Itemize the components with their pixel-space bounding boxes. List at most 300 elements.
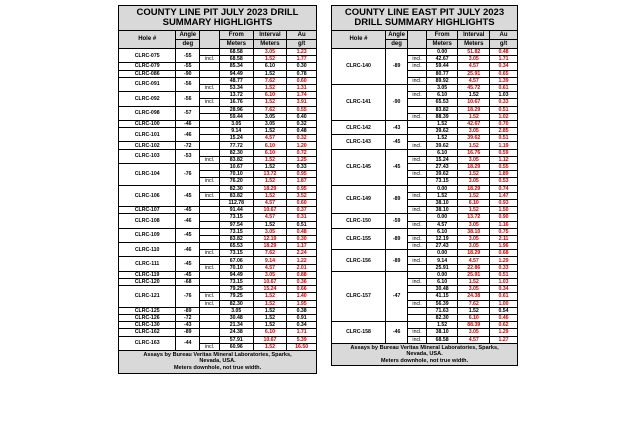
interval-meters: 3.05 [458, 286, 490, 293]
interval-meters: 1.52 [253, 300, 287, 307]
from-meters: 15.24 [219, 135, 253, 142]
from-meters: 48.77 [219, 77, 253, 84]
footer-line-3: Meters downhole, not true width. [173, 365, 262, 372]
hole-id: CLRC-121 [119, 286, 176, 308]
au-grade: 1.95 [287, 300, 317, 307]
interval-meters: 1.52 [458, 171, 490, 178]
drill-table-right [331, 5, 518, 366]
table-row [119, 257, 317, 264]
incl-label [200, 49, 220, 56]
header-gt: g/t [490, 40, 518, 49]
au-grade: 16.50 [287, 343, 317, 350]
header-incl-blank [408, 31, 427, 49]
hole-angle: -46 [176, 243, 200, 257]
from-meters: 6.10 [426, 279, 458, 286]
incl-label: incl. [408, 63, 427, 70]
incl-label [200, 314, 220, 321]
interval-meters: 1.52 [253, 156, 287, 163]
title-row [119, 6, 317, 31]
hole-id: CLRC-091 [119, 77, 176, 91]
au-grade: 1.31 [287, 84, 317, 91]
interval-meters: 1.52 [253, 322, 287, 329]
hole-id: CLRC-158 [332, 322, 386, 344]
au-grade: 0.68 [490, 250, 518, 257]
header-meters-interval: Meters [253, 40, 287, 49]
from-meters: 30.48 [426, 286, 458, 293]
incl-label: incl. [200, 293, 220, 300]
au-grade: 1.23 [287, 49, 317, 56]
incl-label: incl. [408, 300, 427, 307]
table-row [119, 322, 317, 329]
incl-label [408, 214, 427, 221]
hole-angle: -76 [176, 286, 200, 308]
au-grade: 1.77 [287, 56, 317, 63]
hole-angle: -45 [385, 135, 407, 149]
interval-meters: 10.67 [253, 279, 287, 286]
au-grade: 1.12 [490, 156, 518, 163]
interval-meters: 4.57 [253, 214, 287, 221]
interval-meters: 3.05 [458, 221, 490, 228]
au-grade: 0.53 [490, 178, 518, 185]
interval-meters: 45.72 [458, 84, 490, 91]
from-meters: 16.76 [219, 99, 253, 106]
table-row [332, 84, 518, 91]
interval-meters: 18.29 [458, 250, 490, 257]
header-angle: Angle [385, 31, 407, 40]
interval-meters: 1.52 [458, 207, 490, 214]
incl-label: incl. [408, 329, 427, 336]
from-meters: 25.91 [426, 264, 458, 271]
from-meters: 94.49 [219, 271, 253, 278]
au-grade: 0.60 [287, 199, 317, 206]
hole-angle: -89 [176, 307, 200, 314]
au-grade: 1.29 [490, 257, 518, 264]
header-hole: Hole # [119, 31, 176, 49]
hole-id: CLRC-156 [332, 250, 386, 272]
from-meters: 88.39 [426, 113, 458, 120]
county-line-pit-table [118, 5, 317, 374]
hole-id: CLRC-126 [119, 314, 176, 321]
incl-label [408, 185, 427, 192]
interval-meters: 13.72 [253, 171, 287, 178]
hole-id: CLRC-102 [119, 142, 176, 149]
from-meters: 3.05 [219, 307, 253, 314]
table-row [332, 120, 518, 127]
table-row [119, 106, 317, 113]
au-grade: 0.70 [490, 120, 518, 127]
incl-label: incl. [200, 156, 220, 163]
hole-angle: -45 [176, 271, 200, 278]
table-row [332, 135, 518, 142]
from-meters: 68.58 [219, 49, 253, 56]
table-row [332, 322, 518, 329]
from-meters: 60.96 [219, 343, 253, 350]
table-row [332, 250, 518, 257]
incl-label: incl. [408, 77, 427, 84]
au-grade: 2.24 [287, 250, 317, 257]
interval-meters: 1.52 [458, 113, 490, 120]
au-grade: 1.17 [287, 243, 317, 250]
interval-meters: 3.05 [253, 120, 287, 127]
incl-label [200, 92, 220, 99]
au-grade: 0.95 [287, 185, 317, 192]
interval-meters: 4.57 [253, 199, 287, 206]
incl-label [200, 286, 220, 293]
incl-label [200, 63, 220, 70]
hole-angle: -46 [176, 214, 200, 228]
incl-label [200, 142, 220, 149]
hole-id: CLRC-110 [119, 243, 176, 257]
table-title [119, 6, 317, 31]
table-row [119, 243, 317, 250]
au-grade: 0.51 [490, 106, 518, 113]
hole-angle: -56 [176, 77, 200, 91]
incl-label: incl. [200, 264, 220, 271]
incl-label: incl. [200, 300, 220, 307]
from-meters: 38.10 [426, 329, 458, 336]
incl-label [408, 99, 427, 106]
from-meters: 27.43 [426, 164, 458, 171]
incl-label [200, 235, 220, 242]
header-incl-blank [200, 31, 220, 49]
incl-label [200, 70, 220, 77]
hole-angle: -89 [385, 49, 407, 85]
incl-label [408, 120, 427, 127]
from-meters: 1.52 [426, 135, 458, 142]
au-grade: 0.91 [287, 314, 317, 321]
from-meters: 83.82 [219, 235, 253, 242]
table-row [119, 70, 317, 77]
incl-label [200, 257, 220, 264]
interval-meters: 3.05 [458, 235, 490, 242]
hole-id: CLRC-163 [119, 336, 176, 350]
au-grade: 1.00 [490, 300, 518, 307]
footer-row [119, 350, 317, 373]
au-grade: 0.51 [490, 135, 518, 142]
incl-label [200, 171, 220, 178]
header-interval: Interval [458, 31, 490, 40]
incl-label [200, 279, 220, 286]
au-grade: 5.39 [287, 336, 317, 343]
hole-angle: -89 [385, 228, 407, 250]
header-deg: deg [176, 40, 200, 49]
incl-label [408, 250, 427, 257]
au-grade: 0.31 [287, 214, 317, 221]
from-meters: 65.53 [219, 243, 253, 250]
from-meters: 83.82 [219, 192, 253, 199]
footer-line-1: Assays by Bureau Veritas Mineral Laboratories, Sparks, [350, 344, 499, 351]
au-grade: 0.37 [287, 207, 317, 214]
hole-id: CLRC-100 [119, 120, 176, 127]
from-meters: 0.00 [426, 49, 458, 56]
interval-meters: 3.05 [458, 56, 490, 63]
incl-label [200, 164, 220, 171]
au-grade: 1.47 [490, 192, 518, 199]
incl-label [408, 135, 427, 142]
interval-meters: 3.05 [458, 329, 490, 336]
footer-line-3: Meters downhole, not true width. [380, 357, 469, 364]
from-meters: 0.00 [426, 271, 458, 278]
incl-label: incl. [408, 113, 427, 120]
interval-meters: 1.52 [253, 314, 287, 321]
incl-label: incl. [408, 171, 427, 178]
table-row [119, 286, 317, 293]
table-title [332, 6, 518, 31]
hole-id: CLRC-125 [119, 307, 176, 314]
au-grade: 0.51 [287, 221, 317, 228]
interval-meters: 10.67 [458, 99, 490, 106]
hole-id: CLRC-079 [119, 63, 176, 70]
interval-meters: 25.91 [458, 271, 490, 278]
header-hole: Hole # [332, 31, 386, 49]
from-meters: 9.14 [219, 128, 253, 135]
from-meters: 6.10 [426, 92, 458, 99]
au-grade: 0.74 [490, 185, 518, 192]
interval-meters: 3.05 [253, 49, 287, 56]
interval-meters: 1.52 [458, 142, 490, 149]
hole-id: CLRC-142 [332, 120, 386, 134]
from-meters: 59.44 [426, 63, 458, 70]
from-meters: 76.20 [219, 178, 253, 185]
interval-meters: 51.82 [458, 49, 490, 56]
incl-label [200, 322, 220, 329]
footer-line-1: Assays by Bureau Veritas Mineral Laboratories, Sparks, [143, 351, 292, 358]
title-line-1: COUNTY LINE PIT JULY 2023 DRILL [136, 7, 299, 18]
incl-label [200, 128, 220, 135]
hole-angle: -46 [385, 322, 407, 344]
incl-label [408, 314, 427, 321]
au-grade: 0.48 [490, 49, 518, 56]
table-row [332, 149, 518, 156]
au-grade: 0.48 [287, 128, 317, 135]
title-row [332, 6, 518, 31]
hole-id: CLRC-143 [332, 135, 386, 149]
incl-label: incl. [408, 207, 427, 214]
hole-id: CLRC-130 [119, 322, 176, 329]
au-grade: 0.72 [287, 149, 317, 156]
interval-meters: 7.62 [458, 300, 490, 307]
from-meters: 0.00 [426, 250, 458, 257]
table-row [119, 149, 317, 156]
interval-meters: 1.52 [458, 92, 490, 99]
interval-meters: 3.05 [253, 113, 287, 120]
from-meters: 112.78 [219, 199, 253, 206]
from-meters: 41.15 [426, 293, 458, 300]
incl-label [200, 106, 220, 113]
interval-meters: 6.10 [253, 92, 287, 99]
from-meters: 38.10 [426, 207, 458, 214]
table-row [119, 329, 317, 336]
table-row [332, 49, 518, 56]
table-row [119, 128, 317, 135]
table-row [119, 120, 317, 127]
interval-meters: 16.76 [458, 149, 490, 156]
from-meters: 79.25 [219, 293, 253, 300]
au-grade: 1.96 [490, 243, 518, 250]
incl-label [408, 307, 427, 314]
interval-meters: 88.39 [458, 322, 490, 329]
interval-meters: 4.57 [458, 257, 490, 264]
au-grade: 1.50 [490, 207, 518, 214]
from-meters: 0.00 [426, 214, 458, 221]
from-meters: 15.24 [426, 156, 458, 163]
hole-id: CLRC-101 [119, 128, 176, 142]
au-grade: 0.55 [287, 106, 317, 113]
from-meters: 73.15 [219, 228, 253, 235]
interval-meters: 1.52 [253, 128, 287, 135]
from-meters: 6.10 [426, 149, 458, 156]
interval-meters: 18.29 [458, 164, 490, 171]
au-grade: 0.32 [287, 120, 317, 127]
hole-id: CLRC-157 [332, 271, 386, 321]
incl-label [408, 84, 427, 91]
interval-meters: 1.52 [253, 192, 287, 199]
hole-angle: -89 [385, 185, 407, 214]
au-grade: 1.20 [287, 142, 317, 149]
au-grade: 0.34 [490, 286, 518, 293]
incl-label: incl. [200, 178, 220, 185]
hole-angle: -90 [176, 70, 200, 77]
hole-id: CLRC-103 [119, 149, 176, 163]
incl-label [200, 185, 220, 192]
au-grade: 0.88 [287, 271, 317, 278]
incl-label: incl. [200, 99, 220, 106]
hole-angle: -55 [176, 63, 200, 70]
table-row [119, 77, 317, 84]
table-row [119, 228, 317, 235]
from-meters: 24.38 [219, 329, 253, 336]
from-meters: 21.34 [219, 322, 253, 329]
from-meters: 80.77 [426, 70, 458, 77]
incl-label: incl. [408, 243, 427, 250]
header-au: Au [490, 31, 518, 40]
footer-row [332, 343, 518, 366]
from-meters: 67.06 [219, 257, 253, 264]
interval-meters: 1.52 [253, 84, 287, 91]
interval-meters: 1.52 [253, 293, 287, 300]
from-meters: 39.62 [426, 142, 458, 149]
incl-label [408, 70, 427, 77]
hole-id: CLRC-145 [332, 149, 386, 185]
footer-line-2: Nevada, USA. [199, 358, 236, 365]
au-grade: 1.39 [490, 77, 518, 84]
from-meters: 27.43 [426, 243, 458, 250]
incl-label: incl. [408, 279, 427, 286]
table-row [119, 271, 317, 278]
incl-label [408, 49, 427, 56]
from-meters: 89.92 [426, 77, 458, 84]
interval-meters: 18.29 [458, 185, 490, 192]
incl-label [200, 336, 220, 343]
incl-label [408, 178, 427, 185]
from-meters: 82.30 [426, 314, 458, 321]
au-grade: 1.22 [287, 257, 317, 264]
from-meters: 10.67 [219, 164, 253, 171]
hole-angle: -43 [176, 322, 200, 329]
interval-meters: 3.05 [458, 156, 490, 163]
interval-meters: 38.10 [458, 228, 490, 235]
incl-label [408, 199, 427, 206]
hole-id: CLRC-106 [119, 185, 176, 207]
au-grade: 0.30 [287, 63, 317, 70]
from-meters: 91.44 [219, 207, 253, 214]
from-meters: 38.10 [426, 199, 458, 206]
table-row [119, 207, 317, 214]
au-grade: 0.48 [287, 228, 317, 235]
incl-label [408, 322, 427, 329]
interval-meters: 18.29 [458, 106, 490, 113]
au-grade: 0.34 [287, 322, 317, 329]
from-meters: 13.72 [219, 92, 253, 99]
hole-id: CLRC-109 [119, 228, 176, 242]
incl-label [408, 271, 427, 278]
au-grade: 1.19 [490, 142, 518, 149]
incl-label: incl. [408, 92, 427, 99]
incl-label: incl. [408, 192, 427, 199]
interval-meters: 6.10 [253, 63, 287, 70]
header-deg: deg [385, 40, 407, 49]
hole-id: CLRC-107 [119, 207, 176, 214]
hole-angle: -45 [176, 185, 200, 207]
au-grade: 0.30 [287, 235, 317, 242]
au-grade: 0.38 [287, 307, 317, 314]
incl-label: incl. [408, 257, 427, 264]
au-grade: 0.33 [490, 264, 518, 271]
au-grade: 1.71 [490, 56, 518, 63]
hole-angle: -43 [385, 120, 407, 134]
interval-meters: 1.52 [458, 279, 490, 286]
hole-id: CLRC-141 [332, 84, 386, 120]
au-grade: 1.74 [287, 92, 317, 99]
au-grade: 0.51 [490, 271, 518, 278]
interval-meters: 3.05 [253, 228, 287, 235]
interval-meters: 3.05 [458, 243, 490, 250]
title-line-1: COUNTY LINE EAST PIT JULY 2023 [344, 7, 505, 18]
au-grade: 0.90 [490, 214, 518, 221]
incl-label: incl. [408, 235, 427, 242]
au-grade: 1.02 [490, 113, 518, 120]
interval-meters: 24.38 [458, 293, 490, 300]
table-row [119, 214, 317, 221]
hole-angle: -59 [385, 214, 407, 228]
interval-meters: 4.57 [458, 77, 490, 84]
from-meters: 68.58 [219, 56, 253, 63]
header-angle: Angle [176, 31, 200, 40]
au-grade: 2.85 [490, 128, 518, 135]
incl-label: incl. [200, 250, 220, 257]
from-meters: 3.05 [426, 84, 458, 91]
from-meters: 97.54 [219, 221, 253, 228]
hole-id: CLRC-155 [332, 228, 386, 250]
interval-meters: 1.52 [458, 307, 490, 314]
incl-label: incl. [408, 56, 427, 63]
incl-label [200, 113, 220, 120]
hole-angle: -89 [385, 250, 407, 272]
interval-meters: 6.10 [253, 142, 287, 149]
au-grade: 0.36 [287, 279, 317, 286]
interval-meters: 6.10 [253, 149, 287, 156]
au-grade: 2.11 [490, 235, 518, 242]
incl-label [408, 149, 427, 156]
from-meters: 39.62 [426, 128, 458, 135]
hole-angle: -76 [176, 164, 200, 186]
from-meters: 53.34 [219, 84, 253, 91]
au-grade: 1.87 [287, 178, 317, 185]
county-line-east-pit-table [331, 5, 518, 366]
from-meters: 94.49 [219, 70, 253, 77]
au-grade: 0.75 [490, 228, 518, 235]
from-meters: 57.91 [219, 336, 253, 343]
